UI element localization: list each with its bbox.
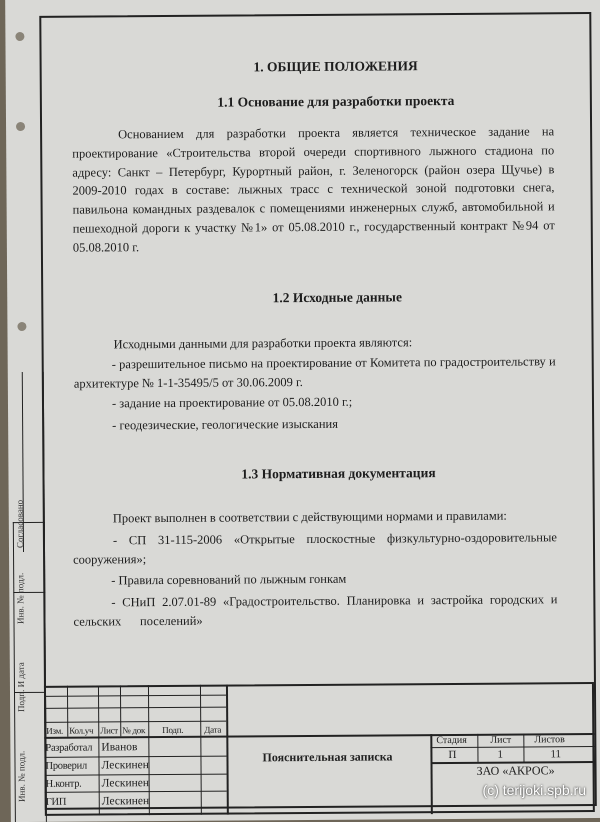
paragraph-line: павильона командных раздевалок с помещениями инженерных служб, автомобильной и [72, 199, 555, 217]
main-heading: 1. ОБЩИЕ ПОЛОЖЕНИЯ [253, 58, 418, 75]
list-item: - СНиП 2.07.01-89 «Градостроительство. Планировка и застройка городских и [111, 592, 558, 610]
list-item: - геодезические, геологические изыскания [112, 416, 338, 433]
name-norm-control: Лескинен [101, 777, 150, 790]
paragraph-line: Основанием для разработки проекта является техническое задание на [118, 124, 555, 142]
paragraph-line: 05.08.2010 г. [72, 240, 140, 255]
sheets-value: 11 [550, 748, 562, 761]
inv-no-sub-label: Инв. № подл. [15, 572, 26, 625]
punch-hole [15, 32, 24, 41]
paragraph-line: 2009-2010 годах в составе: лыжных трасс с технической зоной подготовки снега, [72, 180, 555, 198]
sheets-label: Листов [534, 734, 565, 746]
role-norm-control: Н.контр. [45, 778, 82, 790]
role-checker: Проверил [45, 760, 87, 772]
document-title: Пояснительная записка [262, 749, 393, 765]
name-developer: Иванов [101, 741, 138, 754]
header-change: Изм. [46, 725, 63, 736]
paragraph-line: пешеходной дороги к участку №1» от 05.08.2010 г., государственный контракт №94 от [72, 218, 555, 236]
paragraph-line: Исходными данными для разработки проекта являются: [113, 335, 413, 352]
company-name: ЗАО «АКРОС» [476, 763, 555, 778]
header-doc-no: № док [122, 725, 146, 736]
list-item: - СП 31-115-2006 «Открытые плоскостные физкультурно-оздоровительные [112, 530, 557, 548]
inv-no-orig-label: Инв. № подл. [16, 750, 27, 803]
header-date: Дата [204, 724, 222, 735]
header-sheet: Лист [100, 725, 118, 736]
paragraph-line: Проект выполнен в соответствии с действующими нормами и правилами: [112, 508, 507, 526]
header-sign: Подп. [162, 724, 184, 736]
agreed-label: Согласовано [14, 499, 25, 549]
section-1-2-heading: 1.2 Исходные данные [272, 289, 402, 306]
punch-hole [16, 122, 25, 131]
role-developer: Разработал [45, 742, 93, 754]
name-checker: Лескинен [101, 759, 149, 772]
stage-value: П [448, 748, 457, 762]
role-chief-engineer: ГИП [45, 796, 67, 808]
sheet-value: 1 [497, 748, 503, 761]
name-chief-engineer: Лескинен [101, 795, 150, 808]
list-item-continued: сельских поселений» [73, 613, 203, 629]
paragraph-line: проектирование «Строительства второй очереди спортивного лыжного стадиона по [72, 143, 555, 161]
list-item: - Правила соревнований по лыжным гонкам [111, 571, 347, 588]
header-count: Кол.уч [69, 725, 94, 736]
list-item: - задание на проектирование от 05.08.2010 г.; [111, 394, 353, 411]
sheet-label: Лист [490, 734, 512, 746]
paragraph-line: адресу: Санкт – Петербург, Курортный район, г. Зеленогорск (район озера Щучье) в [72, 162, 555, 180]
section-1-1-heading: 1.1 Основание для разработки проекта [217, 92, 455, 110]
list-item: - разрешительное письмо на проектирование от Комитета по градостроительству и [111, 354, 556, 372]
list-item-continued: сооружения»; [73, 552, 147, 567]
watermark: (c) terijoki.spb.ru [482, 782, 586, 798]
document-page [5, 0, 600, 822]
stage-label: Стадия [436, 734, 467, 747]
sign-date-label: Подп. И дата [15, 662, 27, 713]
list-item-continued: архитектуре № 1-1-35495/5 от 30.06.2009 г. [73, 375, 303, 391]
punch-hole [17, 322, 26, 331]
section-1-3-heading: 1.3 Нормативная документация [241, 465, 436, 482]
